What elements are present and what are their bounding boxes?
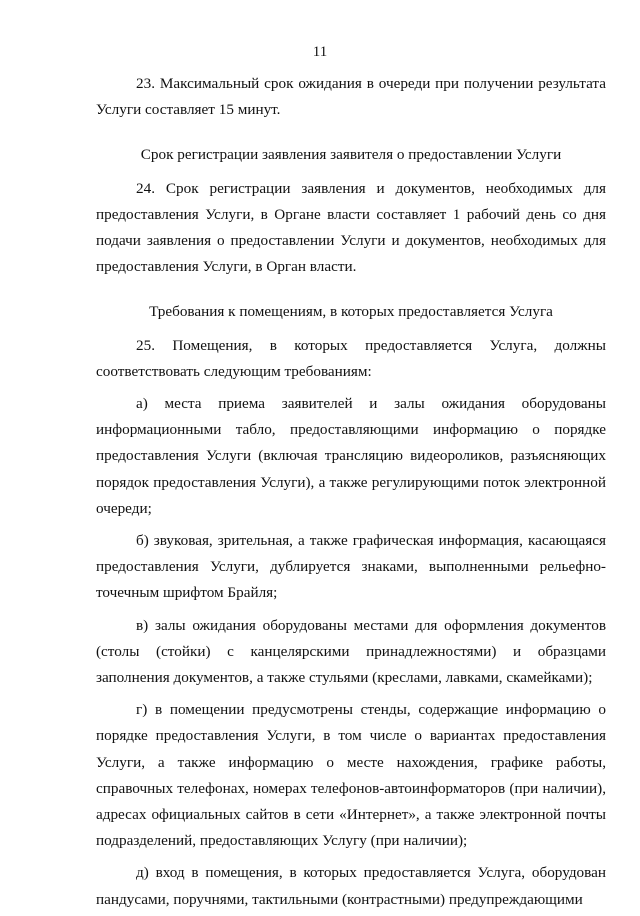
paragraph-25-a: а) места приема заявителей и залы ожидания оборудованы информационными табло, предоставляющими информацию о порядке предоставления Услуги (включая трансляцию видеороликов, разъясняющих порядок предоставления Услуги), а также регулирующими поток электронной очереди;: [96, 395, 606, 517]
page-number: 11: [312, 44, 328, 60]
paragraph-25-g: г) в помещении предусмотрены стенды, содержащие информацию о порядке предоставления Услуги, в том числе о вариантах предоставления Услуги, а также информацию о месте нахождения, графике работы, справочных телефонах, номерах телефонов-автоинформаторов (при наличии), адресах официальных сайтов в сети «Интернет», а также электронной почты подразделений, предоставляющих Услугу (при наличии);: [96, 701, 606, 850]
paragraph-25-b: б) звуковая, зрительная, а также графическая информация, касающаяся предоставления Услуги, дублируется знаками, выполненными рельефно-точечным шрифтом Брайля;: [96, 532, 606, 602]
section-heading-registration: Срок регистрации заявления заявителя о предоставлении Услуги: [140, 146, 562, 164]
paragraph-25: 25. Помещения, в которых предоставляется Услуга, должны соответствовать следующим требованиям:: [96, 336, 606, 380]
paragraph-25-d: д) вход в помещения, в которых предоставляется Услуга, оборудован пандусами, поручнями, тактильными (контрастными) предупреждающими: [96, 864, 606, 908]
paragraph-24: 24. Срок регистрации заявления и документов, необходимых для предоставления Услуги, в Органе власти составляет 1 рабочий день со дня подачи заявления о предоставлении Услуги и документов, необходимых для предоставления Услуги, в Орган власти.: [96, 179, 606, 276]
page-body: [96, 71, 606, 913]
paragraph-25-v: в) залы ожидания оборудованы местами для оформления документов (столы (стойки) с канцелярскими принадлежностями) и образцами заполнения документов, а также стульями (креслами, лавками, скамейками);: [96, 616, 606, 687]
paragraph-23: 23. Максимальный срок ожидания в очереди при получении результата Услуги составляет 15 минут.: [96, 75, 606, 119]
section-heading-premises: Требования к помещениям, в которых предоставляется Услуга: [149, 303, 553, 321]
